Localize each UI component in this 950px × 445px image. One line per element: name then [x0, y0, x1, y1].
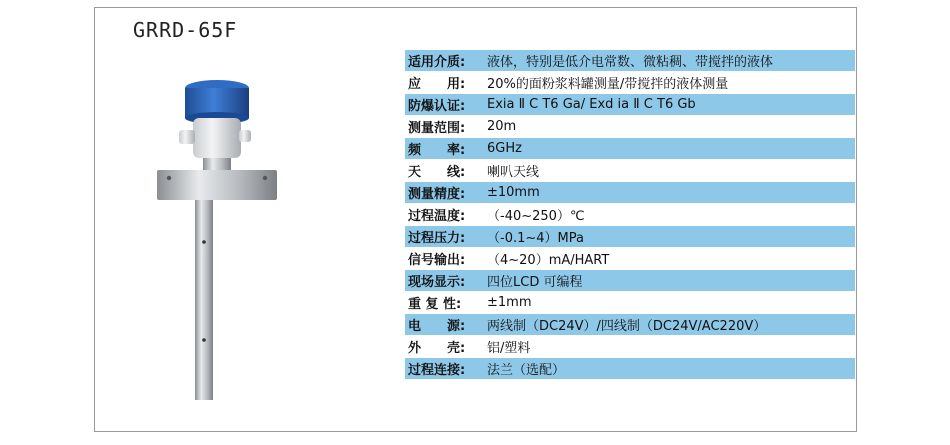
spec-row — [405, 314, 855, 335]
spec-value: 铝/塑料 — [487, 341, 531, 356]
spec-label: 信号输出: — [408, 253, 466, 268]
spec-row — [405, 226, 855, 247]
spec-row — [405, 358, 855, 379]
spec-label: 过程连接: — [408, 363, 466, 378]
spec-label: 适用介质: — [408, 55, 466, 70]
spec-row — [405, 336, 855, 357]
spec-row — [405, 138, 855, 159]
spec-value: 20m — [487, 119, 517, 134]
spec-label: 测量精度: — [408, 187, 466, 202]
spec-table — [405, 50, 855, 380]
spec-value: 四位LCD 可编程 — [487, 275, 583, 290]
spec-label: 测量范围: — [408, 121, 466, 136]
spec-label: 现场显示: — [408, 275, 466, 290]
spec-value: 两线制（DC24V）/四线制（DC24V/AC220V） — [487, 319, 767, 334]
spec-row — [405, 204, 855, 225]
spec-row — [405, 50, 855, 71]
spec-label: 电 源: — [408, 319, 466, 334]
spec-row — [405, 116, 855, 137]
spec-row — [405, 72, 855, 93]
spec-label: 防爆认证: — [408, 99, 466, 114]
model-title: GRRD-65F — [133, 18, 238, 42]
spec-value: 喇叭天线 — [487, 165, 540, 180]
spec-value: （-0.1~4）MPa — [487, 231, 584, 246]
spec-row — [405, 94, 855, 115]
product-card — [94, 7, 857, 432]
spec-value: ±1mm — [487, 295, 532, 310]
spec-value: （-40~250）℃ — [487, 209, 585, 224]
spec-label: 过程压力: — [408, 231, 466, 246]
spec-label: 外 壳: — [408, 341, 466, 356]
spec-label: 应 用: — [408, 77, 466, 92]
spec-row — [405, 292, 855, 313]
radar-level-meter-image — [155, 78, 285, 408]
spec-label: 频 率: — [408, 143, 466, 158]
spec-value: Exia Ⅱ C T6 Ga/ Exd ia Ⅱ C T6 Gb — [487, 97, 696, 112]
spec-value: 法兰（选配） — [487, 363, 566, 378]
spec-value: 6GHz — [487, 141, 522, 156]
spec-label: 过程温度: — [408, 209, 466, 224]
spec-label: 天 线: — [408, 165, 466, 180]
spec-value: 液体，特别是低介电常数、微粘稠、带搅拌的液体 — [487, 55, 774, 70]
spec-value: （4~20）mA/HART — [487, 253, 610, 268]
spec-label: 重 复 性: — [408, 297, 462, 312]
spec-row — [405, 182, 855, 203]
spec-value: 20%的面粉浆料罐测量/带搅拌的液体测量 — [487, 77, 729, 92]
spec-row — [405, 270, 855, 291]
spec-value: ±10mm — [487, 185, 540, 200]
spec-row — [405, 248, 855, 269]
spec-row — [405, 160, 855, 181]
